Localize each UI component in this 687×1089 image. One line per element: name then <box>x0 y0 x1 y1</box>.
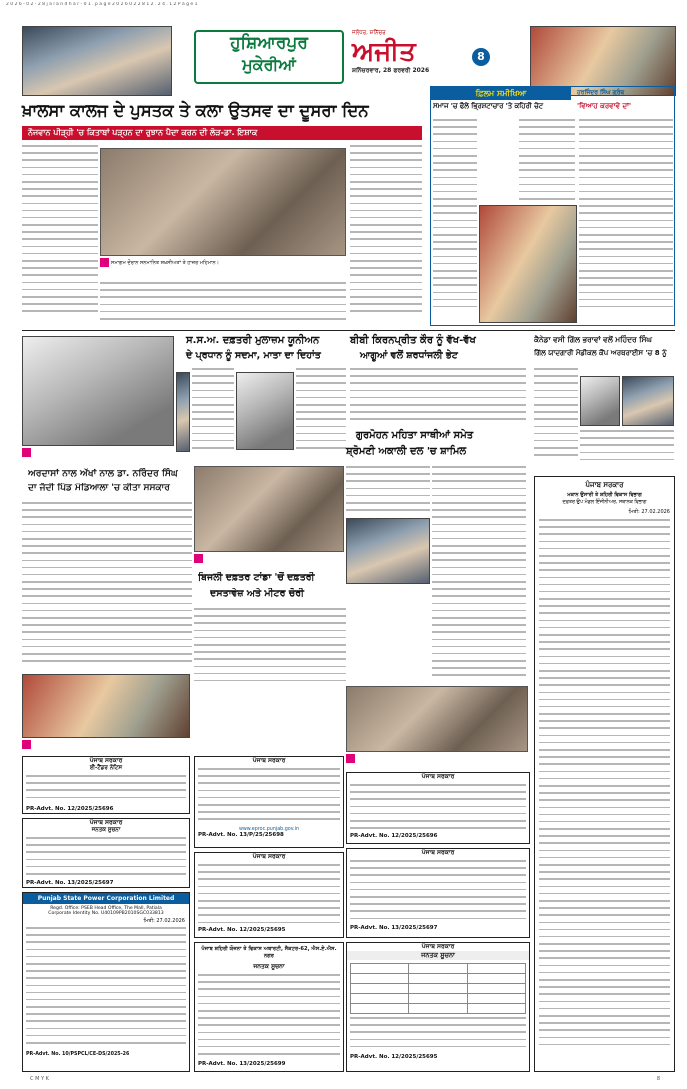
canada-portrait-1 <box>580 376 620 426</box>
canada-body-r <box>580 430 674 470</box>
rc-ad2-body <box>350 860 526 922</box>
funeral-caption <box>22 448 174 462</box>
rc-ad1-pr: PR-Advt. No. 12/2025/25696 <box>350 833 438 839</box>
pspcl-name: Punjab State Power Corporation Limited <box>37 895 175 902</box>
center-ad3-notice: ਜਨਤਕ ਸੂਚਨਾ <box>253 963 285 970</box>
center-ad2-pr: PR-Advt. No. 12/2025/25695 <box>198 927 286 933</box>
film-label: ਫ਼ਿਲਮ ਸਮੀਖਿਆ <box>475 89 527 98</box>
left-ad2-subtitle: ਜਨਤਕ ਸੂਚਨਾ <box>91 827 121 833</box>
kiranpreet-headline-1: ਬੀਬੀ ਕਿਰਨਪ੍ਰੀਤ ਕੌਰ ਨੂੰ ਵੱਖ-ਵੱਖ <box>350 335 476 346</box>
akali-headline-2: ਸ਼੍ਰੋਮਣੀ ਅਕਾਲੀ ਦਲ 'ਚ ਸ਼ਾਮਿਲ <box>346 446 467 457</box>
paper-name: ਅਜੀਤ <box>352 37 416 67</box>
funeral-photo <box>22 336 174 446</box>
union-headline-1: ਸ.ਸ.ਅ. ਦਫ਼ਤਰੀ ਮੁਲਾਜ਼ਮ ਯੂਨੀਅਨ <box>186 335 320 346</box>
event-caption-marker-icon <box>346 754 355 763</box>
rc-ad1-title: ਪੰਜਾਬ ਸਰਕਾਰ <box>421 773 455 780</box>
edition-label: ਜਲੰਧਰ, ਸ਼ਨਿੱਚਰ <box>352 30 386 36</box>
akali-photo <box>346 518 430 584</box>
rc-ad3-pr: PR-Advt. No. 12/2025/25695 <box>350 1054 438 1060</box>
akhand-headline-2: ਦਾ ਜੱਦੀ ਪਿੰਡ ਮੰਡਿਆਲਾ 'ਚ ਕੀਤਾ ਸਸਕਾਰ <box>28 483 170 493</box>
film-side-headline: 'ਵਿਆਹ ਕਰਵਾਵੇ ਦਾਂ' <box>577 102 632 110</box>
footer-page: 8 <box>656 1076 660 1082</box>
lead-subhead-text: ਨੌਜਵਾਨ ਪੀੜ੍ਹੀ 'ਚ ਕਿਤਾਬਾਂ ਪੜ੍ਹਨ ਦਾ ਰੁਝਾਨ ਪੈਦਾ ਕਰਨ ਦੀ ਲੋੜ-ਡਾ. ਇਸ਼ਾਕ <box>28 128 258 137</box>
akali-headline-1: ਗੁਰਮੋਹਨ ਮਹਿਤਾ ਸਾਥੀਆਂ ਸਮੇਤ <box>356 430 474 441</box>
right-notice-dept-1: ਮਕਾਨ ਉਸਾਰੀ ਤੇ ਸ਼ਹਿਰੀ ਵਿਕਾਸ ਵਿਭਾਗ <box>567 492 642 498</box>
date-line: ਸ਼ਨਿੱਚਰਵਾਰ, 28 ਫਰਵਰੀ 2026 <box>352 67 430 74</box>
right-notice-body <box>539 519 670 1059</box>
film-headline: ਸਮਾਜ 'ਚ ਫੈਲੇ ਭ੍ਰਿਸ਼ਟਾਚਾਰ 'ਤੇ ਕਹਿਰੀ ਚੋਟ <box>433 102 544 110</box>
lead-photo <box>100 148 346 256</box>
right-notice-title: ਪੰਜਾਬ ਸਰਕਾਰ <box>585 481 624 489</box>
rc-ad3-body <box>350 1017 526 1051</box>
center-tender-ad-1 <box>194 756 344 848</box>
lead-caption-text: ਸਮਾਗਮ ਦੌਰਾਨ ਸਨਮਾਨਿਤ ਸ਼ਖ਼ਸੀਅਤਾਂ ਤੇ ਹਾਜ਼ਰ ਮਹਿਮਾਨ। <box>111 260 219 266</box>
rc-ad2-title: ਪੰਜਾਬ ਸਰਕਾਰ <box>421 849 455 856</box>
akhand-headline-1: ਅਰਦਾਸਾਂ ਨਾਲ ਅੱਖਾਂ ਨਾਲ ਡਾ. ਨਰਿੰਦਰ ਸਿੰਘ <box>28 468 178 479</box>
rc-ad3-title: ਪੰਜਾਬ ਸਰਕਾਰ <box>421 943 455 950</box>
left-public-notice <box>22 818 190 888</box>
film-label-bar <box>431 87 571 100</box>
funeral-caption-marker-icon <box>22 448 31 457</box>
left-ad1-title: ਪੰਜਾਬ ਸਰਕਾਰ <box>89 757 123 764</box>
lead-body-bottom <box>100 282 346 326</box>
rc-tender-ad-2 <box>346 848 530 938</box>
event-caption <box>346 754 528 766</box>
lead-subhead <box>22 126 422 140</box>
footer-marks: C M Y K <box>30 1076 49 1082</box>
bijli-headline-2: ਦਸਤਾਵੇਜ਼ ਅਤੇ ਮੀਟਰ ਚੋਰੀ <box>210 588 304 599</box>
left-ad2-pr: PR-Advt. No. 13/2025/25697 <box>26 880 114 886</box>
bijli-body <box>194 608 346 690</box>
film-body-right <box>579 119 673 324</box>
canada-portrait-2 <box>622 376 674 426</box>
rc-public-notice <box>346 942 530 1072</box>
meeting-caption <box>194 554 344 568</box>
rc-ad3-notice: ਜਨਤਕ ਸੂਚਨਾ <box>347 951 529 960</box>
left-ad2-title: ਪੰਜਾਬ ਸਰਕਾਰ <box>89 819 123 826</box>
print-slug: 2 0 2 6 - 0 2 - 2 8 j a l a n d h a r - 0 1 . p a g e 2 0 2 6 0 2 2 8 1 2 . 2 4 . 1 2 P a g e 1 <box>6 2 198 7</box>
right-notice-date: ਮਿਤੀ: 27.02.2026 <box>628 509 670 515</box>
canada-body-l <box>534 368 578 468</box>
kiranpreet-headline-2: ਆਗੂਆਂ ਵਲੋਂ ਸ਼ਰਧਾਂਜਲੀ ਭੇਟ <box>360 350 458 361</box>
union-body-l <box>192 368 234 458</box>
section-title-line2: ਮੁਕੇਰੀਆਂ <box>242 55 296 74</box>
film-body-left <box>433 119 477 324</box>
school-photo <box>22 674 190 738</box>
pspcl-pr: PR-Advt. No. 10/PSPCL/CE-DS/2025-26 <box>26 1052 130 1057</box>
funeral-side-photo <box>176 372 190 452</box>
center-ad1-body <box>198 768 340 824</box>
left-ad1-pr: PR-Advt. No. 12/2025/25696 <box>26 806 114 812</box>
pspcl-header <box>23 893 189 904</box>
page-number-badge: 8 <box>472 48 490 66</box>
left-ad1-tender: ਈ-ਟੈਂਡਰ ਨੋਟਿਸ <box>89 765 123 771</box>
center-ad2-title: ਪੰਜਾਬ ਸਰਕਾਰ <box>252 853 286 860</box>
lead-body-col-right <box>350 145 422 325</box>
rc-ad3-table <box>350 963 526 1014</box>
canada-headline-2: ਗਿੱਲ ਯਾਦਗਾਰੀ ਮੈਡੀਕਲ ਕੈਂਪ ਅਰਥਰਾਈਸ 'ਚ 8 ਨੂੰ <box>534 349 667 357</box>
center-ad2-body <box>198 864 340 924</box>
union-portrait <box>236 372 294 450</box>
center-ad1-title: ਪੰਜਾਬ ਸਰਕਾਰ <box>252 757 286 764</box>
film-column <box>430 86 675 326</box>
caption-marker-icon <box>100 258 109 267</box>
kiranpreet-body <box>350 368 526 424</box>
akhand-body <box>22 502 192 670</box>
akali-body-l <box>346 466 430 514</box>
center-ad3-pr: PR-Advt. No. 13/2025/25699 <box>198 1061 286 1067</box>
rc-tender-ad-1 <box>346 772 530 844</box>
center-tender-ad-2 <box>194 852 344 938</box>
meeting-photo <box>194 466 344 552</box>
left-ad2-body <box>26 837 186 877</box>
school-caption <box>22 740 190 752</box>
right-govt-notice <box>534 476 675 1072</box>
school-caption-marker-icon <box>22 740 31 749</box>
masthead-banner <box>172 26 502 90</box>
section-divider <box>22 330 675 331</box>
pspcl-ad <box>22 892 190 1072</box>
akali-body-r <box>432 466 526 686</box>
center-ad3-dept: ਪੰਜਾਬ ਸ਼ਹਿਰੀ ਯੋਜਨਾ ਤੇ ਵਿਕਾਸ ਅਥਾਰਟੀ, ਸੈਕਟਰ-62, ਐਸ.ਏ.ਐਸ. ਨਗਰ <box>201 946 337 959</box>
section-title-box <box>194 30 344 84</box>
pspcl-body <box>26 927 186 1049</box>
masthead-left-photo <box>22 26 172 96</box>
rc-ad1-body <box>350 784 526 830</box>
meeting-caption-marker-icon <box>194 554 203 563</box>
union-headline-2: ਦੇ ਪ੍ਰਧਾਨ ਨੂੰ ਸਦਮਾ, ਮਾਤਾ ਦਾ ਦਿਹਾਂਤ <box>186 350 321 361</box>
paper-name-box <box>352 30 462 84</box>
pspcl-regd: Regd. Office: PSEB Head Office, The Mall, Patiala <box>50 906 162 911</box>
event-photo <box>346 686 528 752</box>
right-notice-dept-2: ਦਫ਼ਤਰ ਉਪ ਮੰਡਲ ਇੰਜੀਨੀਅਰ, ਸਥਾਨਕ ਵਿਭਾਗ <box>562 500 647 505</box>
union-body-r <box>296 368 346 458</box>
left-tender-ad-1 <box>22 756 190 814</box>
pspcl-cin: Corporate Identity No. U40109PB2010SGC033813 <box>48 911 164 916</box>
center-ad1-website: www.eproc.punjab.gov.in <box>238 827 300 832</box>
rc-ad2-pr: PR-Advt. No. 13/2025/25697 <box>350 925 438 931</box>
section-title-line1: ਹੁਸ਼ਿਆਰਪੁਰ <box>230 33 308 53</box>
left-ad1-body <box>26 775 186 803</box>
lead-body-col1 <box>22 145 98 325</box>
film-poster <box>479 205 577 323</box>
bijli-headline-1: ਬਿਜਲੀ ਦਫ਼ਤਰ ਟਾਂਡਾ 'ਚੋਂ ਦਫ਼ਤਰੀ <box>198 572 315 583</box>
center-notice-ad <box>194 942 344 1072</box>
canada-headline-1: ਕੈਨੇਡਾ ਵਸੀ ਗਿੱਲ ਭਰਾਵਾਂ ਵਲੋਂ ਮਹਿੰਦਰ ਸਿੰਘ <box>534 335 652 344</box>
film-side-label: ਹਰਜਿੰਦਰ ਸਿੰਘ ਗ੍ਰੰਥ <box>577 89 625 96</box>
lead-headline: ਖ਼ਾਲਸਾ ਕਾਲਜ ਦੇ ਪੁਸਤਕ ਤੇ ਕਲਾ ਉਤਸਵ ਦਾ ਦੂਸਰਾ ਦਿਨ <box>22 101 369 120</box>
center-ad3-body <box>198 974 340 1058</box>
pspcl-tender-date: ਮਿਤੀ: 27.02.2026 <box>143 918 185 924</box>
center-ad1-pr: PR-Advt. No. 13/P/25/25698 <box>198 832 284 838</box>
lead-photo-caption <box>100 258 346 274</box>
